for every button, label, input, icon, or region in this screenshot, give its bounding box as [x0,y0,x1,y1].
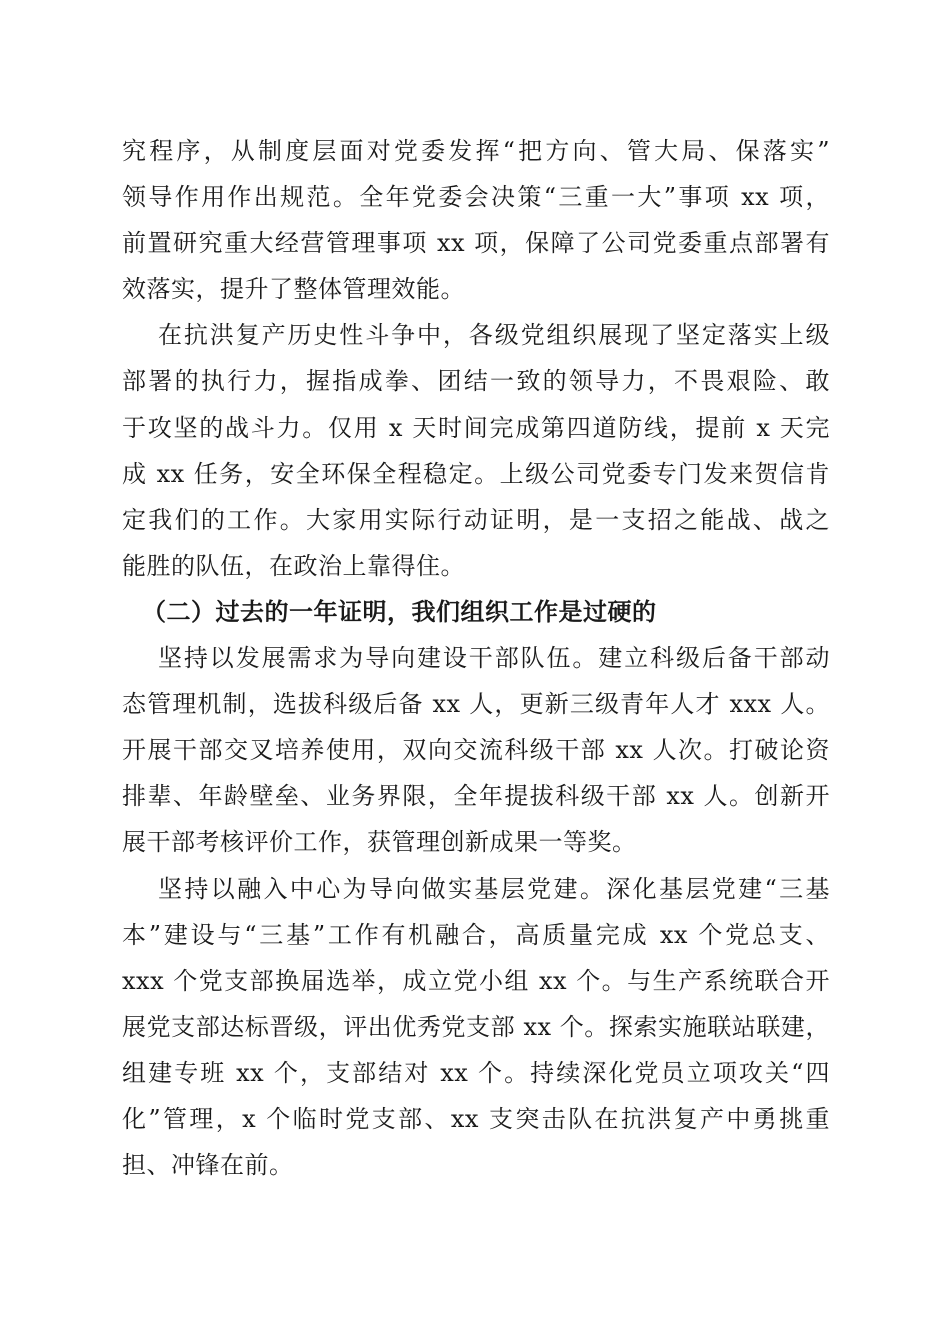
section-heading: （二）过去的一年证明，我们组织工作是过硬的 [142,596,657,626]
text-line: 究程序，从制度层面对党委发挥“把方向、管大局、保落实” [122,137,830,165]
document-body [122,128,830,1188]
text-line: 化”管理，x 个临时党支部、xx 支突击队在抗洪复产中勇挑重 [122,1104,830,1133]
text-line: 成 xx 任务，安全环保全程稳定。上级公司党委专门发来贺信肯 [122,459,830,488]
text-line: 开展干部交叉培养使用，双向交流科级干部 xx 人次。打破论资 [122,736,830,765]
text-line: 排辈、年龄壁垒、业务界限，全年提拔科级干部 xx 人。创新开 [122,782,830,811]
text-line: 定我们的工作。大家用实际行动证明，是一支招之能战、战之 [122,505,830,534]
text-line: 展党支部达标晋级，评出优秀党支部 xx 个。探索实施联站联建， [122,1012,830,1041]
text-line: 前置研究重大经营管理事项 xx 项，保障了公司党委重点部署有 [122,229,830,258]
text-line: 坚持以发展需求为导向建设干部队伍。建立科级后备干部动 [158,644,830,673]
text-line: 能胜的队伍，在政治上靠得住。 [122,551,465,580]
text-line: 部署的执行力，握指成拳、团结一致的领导力，不畏艰险、敢 [122,367,830,396]
text-line: 于攻坚的战斗力。仅用 x 天时间完成第四道防线，提前 x 天完 [122,413,830,442]
text-line: 展干部考核评价工作，获管理创新成果一等奖。 [122,828,637,857]
text-line: xxx 个党支部换届选举，成立党小组 xx 个。与生产系统联合开 [122,966,830,995]
text-line: 组建专班 xx 个，支部结对 xx 个。持续深化党员立项攻关“四 [122,1058,830,1087]
text-line: 本”建设与“三基”工作有机融合，高质量完成 xx 个党总支、 [122,920,830,949]
text-line: 态管理机制，选拔科级后备 xx 人，更新三级青年人才 xxx 人。 [122,690,830,719]
text-line: 效落实，提升了整体管理效能。 [122,275,465,304]
text-line: 领导作用作出规范。全年党委会决策“三重一大”事项 xx 项， [122,183,830,212]
text-line: 坚持以融入中心为导向做实基层党建。深化基层党建“三基 [158,874,830,903]
text-line: 在抗洪复产历史性斗争中，各级党组织展现了坚定落实上级 [158,321,830,350]
text-line: 担、冲锋在前。 [122,1151,294,1180]
